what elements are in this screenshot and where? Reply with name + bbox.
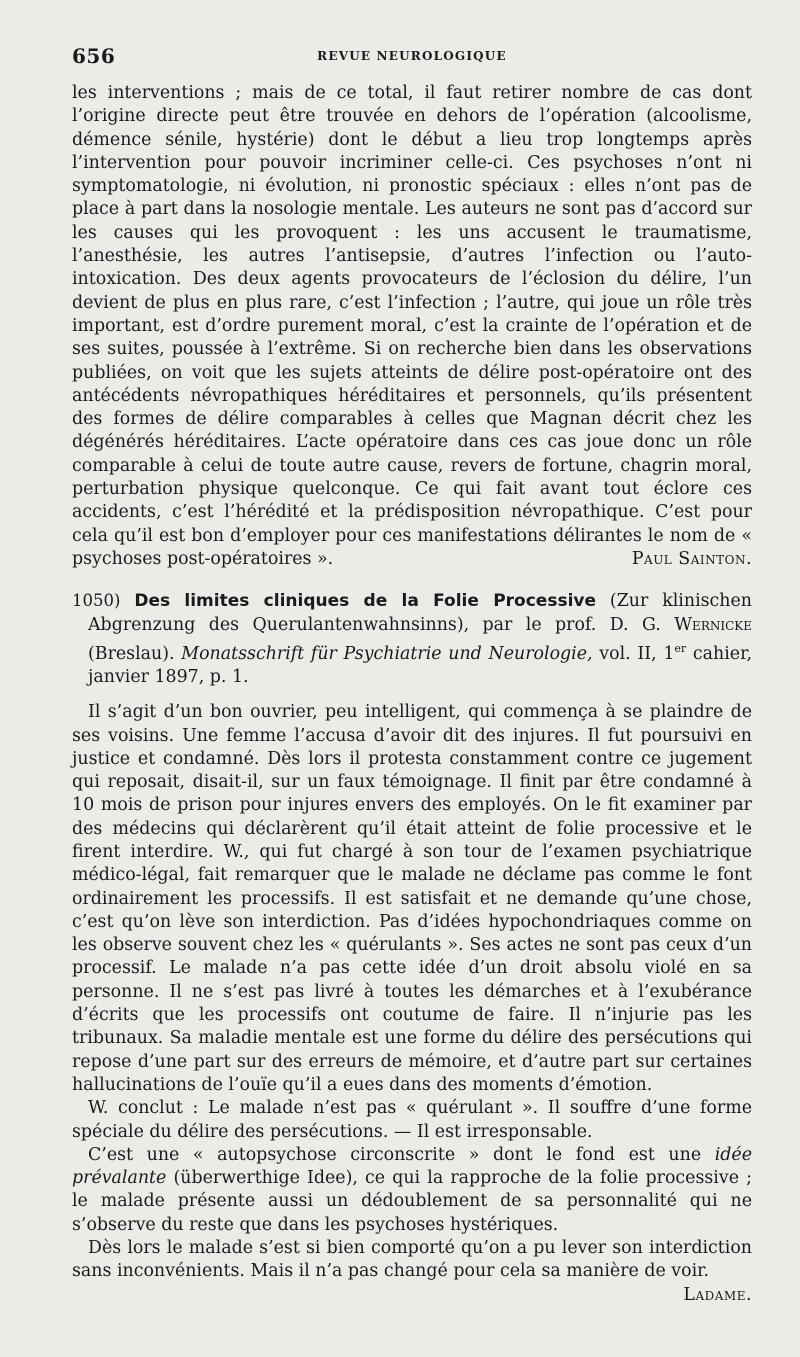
paragraph-4-italic: idée prévalante (72, 1144, 753, 1189)
running-head: REVUE NEUROLOGIQUE (317, 49, 507, 63)
entry-heading (72, 589, 752, 689)
page-header (72, 44, 752, 72)
entry-number: 1050) (72, 591, 121, 611)
paragraph-4 (72, 1144, 752, 1237)
paragraph-3: W. conclut : Le malade n’est pas « quérulant ». Il souffre d’une forme spéciale du délire des persécutions. — Il est irresponsable. (72, 1098, 752, 1142)
paragraph-4-after: (überwerthige Idee), ce qui la rapproche de la folie processive ; le malade présente aussi un dédoublement de sa personnalité qui ne s’observe du reste que dans les psychoses hystériques. (72, 1168, 752, 1235)
paragraph-1 (72, 82, 752, 571)
page-number: 656 (72, 44, 116, 68)
signature-sainton: Paul Sainton. (631, 548, 752, 569)
entry-issue-date: cahier, janvier 1897, p. 1. (88, 643, 753, 687)
entry-subtitle: (Zur klinischen Abgrenzung des Querulantenwahnsinns), par le prof. D. G. (88, 591, 752, 635)
paragraph-5-text: Dès lors le malade s’est si bien comporté qu’on a pu lever son interdiction sans inconvénients. Mais il n’a pas changé pour cela sa manière de voir. (72, 1238, 752, 1282)
entry-title: Des limites cliniques de la Folie Processive (134, 591, 597, 612)
entry-author-place: (Breslau). (88, 643, 175, 664)
entry-volume-sup: er (674, 641, 687, 655)
article-body (72, 82, 752, 1307)
paragraph-4-before: C’est une « autopsychose circonscrite » dont le fond est une (88, 1144, 702, 1165)
paragraph-2: Il s’agit d’un bon ouvrier, peu intelligent, qui commença à se plaindre de ses voisins. Une femme l’accusa d’avoir dit des injures. Il fut poursuivi en justice et condamné. Dès lors il protesta constamment contre ce jugement qui reposait, disait-il, sur un faux témoignage. Il finit par être condamné à 10 mois de prison pour injures envers des employés. On le fit examiner par des médecins qui déclarèrent qu’il était atteint de folie processive et le firent interdire. W., qui fut chargé à son tour de l’examen psychiatrique médico-légal, fait remarquer que le malade ne déclame pas comme le font ordinairement les processifs. Il est satisfait et ne demande qu’une chose, c’est qu’on lève son interdiction. Pas d’idées hypochondriaques comme on les observe souvent chez les « quérulants ». Ses actes ne sont pas ceux d’un processif. Le malade n’a pas cette idée d’un droit absolu violé en sa personne. Il ne s’est pas livré à toutes les démarches et à l’exubérance d’écrits que les processifs ont coutume de faire. Il n’injurie pas les tribunaux. Sa maladie mentale est une forme du délire des persécutions qui repose d’une part sur des erreurs de mémoire, et d’autre part sur certaines hallucinations de l’ouïe qu’il a eues dans des moments d’émotion. (72, 702, 752, 1095)
entry-volume: vol. II, 1 (599, 643, 675, 664)
entry-journal: Monatsschrift für Psychiatrie und Neurologie, (181, 643, 593, 664)
paragraph-5 (72, 1237, 752, 1305)
paragraph-1-text: les interventions ; mais de ce total, il faut retirer nombre de cas dont l’origine directe peut être trouvée en dehors de l’opération (alcoolisme, démence sénile, hystérie) dont le début a lieu trop longtemps après l’intervention pour pouvoir incriminer celle-ci. Ces psychoses n’ont ni symptomatologie, ni évolution, ni pronostic spéciaux : elles n’ont pas de place à part dans la nosologie mentale. Les auteurs ne sont pas d’accord sur les causes qui les provoquent : les uns accusent le traumatisme, l’anesthésie, les autres l’antisepsie, d’autres l’infection ou l’auto-intoxication. Des deux agents provocateurs de l’éclosion du délire, l’un devient de plus en plus rare, c’est l’infection ; l’autre, qui joue un rôle très important, est d’ordre purement moral, c’est la crainte de l’opération et de ses suites, poussée à l’extrême. Si on recherche bien dans les observations publiées, on voit que les sujets atteints de délire post-opératoire ont des antécédents névropathiques héréditaires et personnels, qu’ils présentent des formes de délire comparables à celles que Magnan décrit chez les dégénérés héréditaires. L’acte opératoire dans ces cas joue donc un rôle comparable à celui de toute autre cause, revers de fortune, chagrin moral, perturbation physique quelconque. Ce qui fait avant tout éclore ces accidents, c’est l’hérédité et la prédisposition névropathique. C’est pour cela qu’il est bon d’employer pour ces manifestations délirantes le nom de « psychoses post-opératoires ». (72, 83, 752, 569)
signature-ladame: Ladame. (683, 1284, 752, 1305)
entry-author: Wernicke (674, 614, 753, 635)
